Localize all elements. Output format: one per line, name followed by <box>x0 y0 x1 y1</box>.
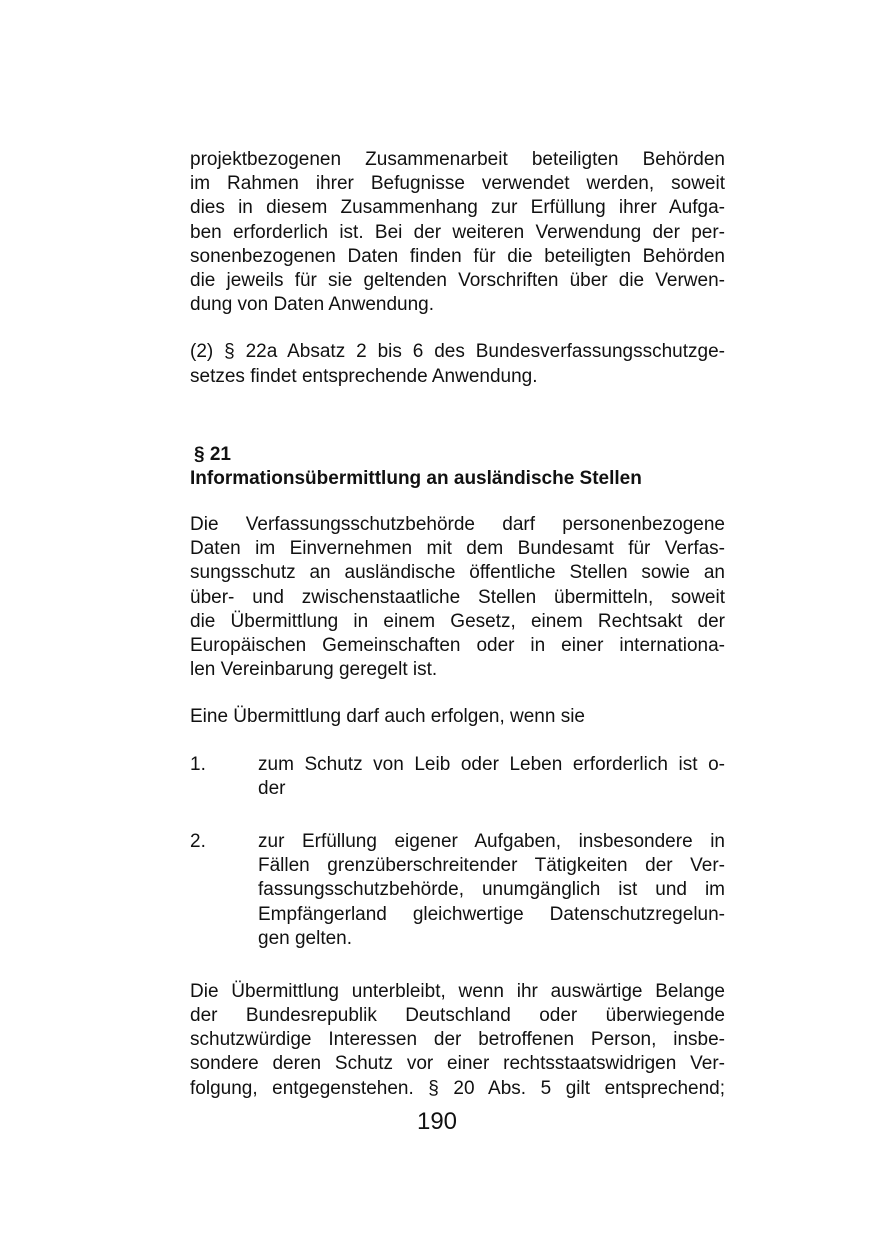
text-line: sonenbezogenen Daten finden für die beteiligten Behörden <box>190 245 725 267</box>
text-line: Die Verfassungsschutzbehörde darf personenbezogene <box>190 514 725 536</box>
text-line: Daten im Einvernehmen mit dem Bundesamt für Verfas- <box>190 538 725 560</box>
text-line: dies in diesem Zusammenhang zur Erfüllung ihrer Aufga- <box>190 197 725 219</box>
text-line: Eine Übermittlung darf auch erfolgen, wenn sie <box>190 706 586 728</box>
section-number: § 21 <box>194 443 231 465</box>
paragraph-body-3 <box>190 980 725 1101</box>
paragraph-body-1 <box>190 513 725 682</box>
text-line: zum Schutz von Leib oder Leben erforderlich ist o- <box>258 753 725 775</box>
list-item <box>190 830 725 951</box>
text-line: im Rahmen ihrer Befugnisse verwendet werden, soweit <box>190 173 725 195</box>
text-line: dung von Daten Anwendung. <box>190 294 435 316</box>
text-line: über- und zwischenstaatliche Stellen übermitteln, soweit <box>190 586 725 608</box>
list-number: 2. <box>190 830 206 852</box>
list-item-body <box>258 753 725 801</box>
page-number: 190 <box>416 1108 458 1135</box>
text-line: sondere deren Schutz vor einer rechtsstaatswidrigen Ver- <box>190 1053 725 1075</box>
text-line: projektbezogenen Zusammenarbeit beteiligten Behörden <box>190 149 725 170</box>
text-line: Empfängerland gleichwertige Datenschutzregelun- <box>258 903 725 925</box>
text-line: (2) § 22a Absatz 2 bis 6 des Bundesverfassungsschutzge- <box>190 341 725 363</box>
text-line: sungsschutz an ausländische öffentliche Stellen sowie an <box>190 562 725 584</box>
text-line: schutzwürdige Interessen der betroffenen Person, insbe- <box>190 1029 725 1051</box>
text-line: die Übermittlung in einem Gesetz, einem Rechtsakt der <box>190 610 725 632</box>
page-content <box>190 148 725 1124</box>
text-line: Europäischen Gemeinschaften oder in einer internationa- <box>190 635 725 657</box>
paragraph-body-2 <box>190 705 725 729</box>
section-title: Informationsübermittlung an ausländische Stellen <box>190 467 642 489</box>
text-line: len Vereinbarung geregelt ist. <box>190 659 438 681</box>
text-line: der <box>258 777 286 799</box>
text-line: die jeweils für sie geltenden Vorschriften über die Verwen- <box>190 269 725 291</box>
text-line: der Bundesrepublik Deutschland oder überwiegende <box>190 1005 725 1027</box>
text-line: folgung, entgegenstehen. § 20 Abs. 5 gilt entsprechend; <box>190 1077 725 1099</box>
text-line: Die Übermittlung unterbleibt, wenn ihr auswärtige Belange <box>190 980 725 1002</box>
list-item-body <box>258 830 725 951</box>
paragraph-continuation <box>190 148 725 317</box>
list-item <box>190 753 725 801</box>
text-line: Fällen grenzüberschreitender Tätigkeiten der Ver- <box>258 855 725 877</box>
text-line: gen gelten. <box>258 927 353 949</box>
list-number: 1. <box>190 753 206 775</box>
text-line: setzes findet entsprechende Anwendung. <box>190 365 538 387</box>
text-line: zur Erfüllung eigener Aufgaben, insbesondere in <box>258 830 725 852</box>
section-heading <box>190 443 725 491</box>
paragraph-subsection-2 <box>190 340 725 388</box>
text-line: fassungsschutzbehörde, unumgänglich ist und im <box>258 879 725 901</box>
text-line: ben erforderlich ist. Bei der weiteren Verwendung der per- <box>190 221 725 243</box>
